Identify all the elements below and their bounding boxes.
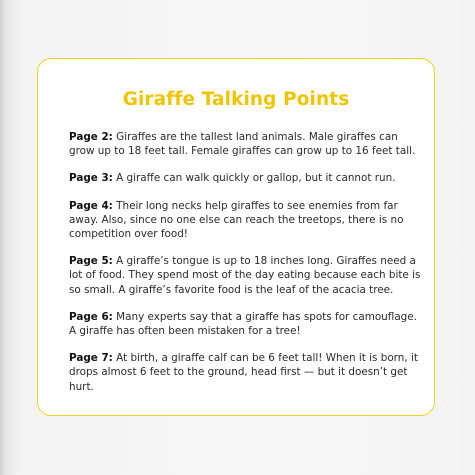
point-text: At birth, a giraffe calf can be 6 feet tall! When it is born, it drops almost 6 feet to the ground, head first — but it doesn’t get hurt. (69, 352, 418, 393)
point-text: Giraffes are the tallest land animals. Male giraffes can grow up to 18 feet tall. Female giraffes can grow up to 16 feet tall. (69, 131, 416, 158)
point-text: A giraffe’s tongue is up to 18 inches long. Giraffes need a lot of food. They spend most of the day eating because each bite is so small. A giraffe’s favorite food is the leaf of the acacia tree. (69, 255, 421, 296)
point-label: Page 7: (69, 352, 113, 365)
talking-point (69, 171, 421, 185)
talking-point (69, 351, 421, 394)
point-label: Page 6: (69, 310, 113, 323)
point-label: Page 3: (69, 172, 113, 185)
talking-points-card (37, 58, 435, 416)
point-label: Page 2: (69, 131, 113, 143)
point-text: Their long necks help giraffes to see enemies from far away. Also, since no one else can reach the treetops, there is no competition over food! (69, 199, 404, 241)
talking-point (69, 130, 421, 158)
talking-point (69, 310, 421, 338)
point-text: A giraffe can walk quickly or gallop, but it cannot run. (112, 172, 396, 185)
point-text: Many experts say that a giraffe has spots for camouflage. A giraffe has often been mistaken for a tree! (69, 310, 417, 338)
point-label: Page 4: (69, 199, 113, 212)
page-title: Giraffe Talking Points (122, 89, 350, 110)
point-label: Page 5: (69, 255, 113, 268)
talking-points-list (69, 130, 421, 407)
talking-point (69, 199, 421, 242)
talking-point (69, 254, 421, 297)
